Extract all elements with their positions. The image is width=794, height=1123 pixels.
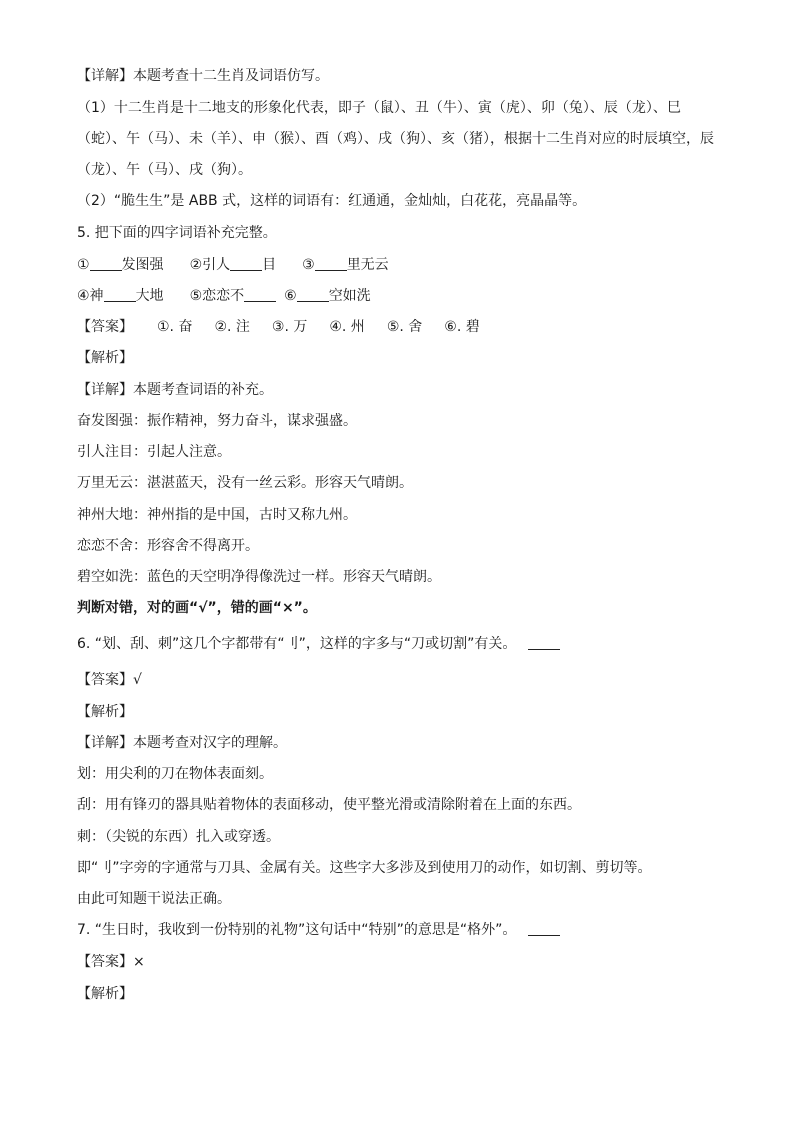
q5-explanation-5: 恋恋不舍：形容舍不得离开。 [77,538,259,554]
q5-explanation-3: 万里无云：湛湛蓝天，没有一丝云彩。形容天气晴朗。 [77,475,413,491]
q4-detail-p1-line3: （龙）、午（马）、戌（狗）。 [77,162,252,178]
q6-detail-intro: 【详解】本题考查对汉字的理解。 [77,735,287,751]
q6-analysis-label: 【解析】 [77,704,133,720]
q5-fill-row2 [77,286,371,306]
q6-answer-blank[interactable] [528,635,560,650]
q5-item2-prefix: ②引人 [189,257,231,273]
q4-detail-intro: 【详解】本题考查十二生肖及词语仿写。 [77,68,329,84]
q4-detail-p2: （2）“脆生生”是 ABB 式，这样的词语有：红通通，金灿灿，白花花，亮晶晶等。 [77,193,587,209]
q7-question: 7. “生日时，我收到一份特别的礼物”这句话中“特别”的意思是“格外”。 [77,922,517,938]
q5-answer-6: ⑥. 碧 [444,319,480,335]
q5-blank-1[interactable] [90,256,122,271]
q5-blank-3[interactable] [315,256,347,271]
q6-answer: 【答案】√ [77,672,142,688]
q5-answer-4: ④. 州 [329,319,365,335]
q4-detail-p1-line2: （蛇）、午（马）、未（羊）、申（猴）、酉（鸡）、戌（狗）、亥（猪），根据十二生肖对应的时辰填空，辰 [77,131,714,147]
q6-line-2: 刮：用有锋刃的器具贴着物体的表面移动，使平整光滑或清除附着在上面的东西。 [77,797,581,813]
q5-analysis-label: 【解析】 [77,350,133,366]
q5-explanation-1: 奋发图强：振作精神，努力奋斗，谋求强盛。 [77,413,357,429]
q5-item2-suffix: 目 [262,257,277,273]
q5-explanation-4: 神州大地：神州指的是中国，古时又称九州。 [77,507,357,523]
q5-answer-2: ②. 注 [214,319,250,335]
q6-line-3: 刺：（尖锐的东西）扎入或穿透。 [77,829,280,845]
q5-blank-5[interactable] [244,287,276,302]
q5-answer-3: ③. 万 [271,319,308,335]
q7-answer: 【答案】× [77,954,145,970]
q6-line-4: 即“刂”字旁的字通常与刀具、金属有关。这些字大多涉及到使用刀的动作，如切割、剪切等。 [77,860,652,876]
q5-item4-prefix: ④神 [77,288,104,304]
q5-item4-suffix: 大地 [135,288,164,304]
q5-explanation-6: 碧空如洗：蓝色的天空明净得像洗过一样。形容天气晴朗。 [77,569,441,585]
q6-question-line [77,634,560,654]
q5-blank-6[interactable] [297,287,329,302]
q5-item6-prefix: ⑥ [284,288,297,304]
q6-question: 6. “划、刮、刺”这几个字都带有“刂”，这样的字多与“刀或切割”有关。 [77,636,517,652]
q6-line-5: 由此可知题干说法正确。 [77,891,231,907]
q5-answer-line [77,317,502,337]
q5-answer-label: 【答案】 [77,319,133,335]
q5-answer-5: ⑤. 舍 [386,319,423,335]
q4-detail-p1-line1: （1）十二生肖是十二地支的形象化代表，即子（鼠）、丑（牛）、寅（虎）、卯（兔）、辰（龙）、巳 [77,100,681,116]
q5-question: 5. 把下面的四字词语补充完整。 [77,225,277,241]
q5-item3-suffix: 里无云 [346,257,389,273]
q5-fill-row1 [77,255,389,275]
q7-answer-blank[interactable] [528,921,560,936]
q5-item1-suffix: 发图强 [121,257,164,273]
q6-line-1: 划：用尖利的刀在物体表面刻。 [77,766,273,782]
q7-question-line [77,920,560,940]
q5-answer-1: ①. 奋 [157,319,193,335]
q5-item6-suffix: 空如洗 [328,288,371,304]
q7-analysis-label: 【解析】 [77,986,133,1002]
q5-detail-intro: 【详解】本题考查词语的补充。 [77,382,273,398]
section-heading: 判断对错，对的画“√”，错的画“×”。 [77,600,317,616]
q5-item3-prefix: ③ [302,257,315,273]
q5-explanation-2: 引人注目：引起人注意。 [77,444,231,460]
q5-item5-prefix: ⑤恋恋不 [189,288,245,304]
q5-blank-4[interactable] [104,287,136,302]
q5-item1-prefix: ① [77,257,90,273]
q5-blank-2[interactable] [230,256,262,271]
